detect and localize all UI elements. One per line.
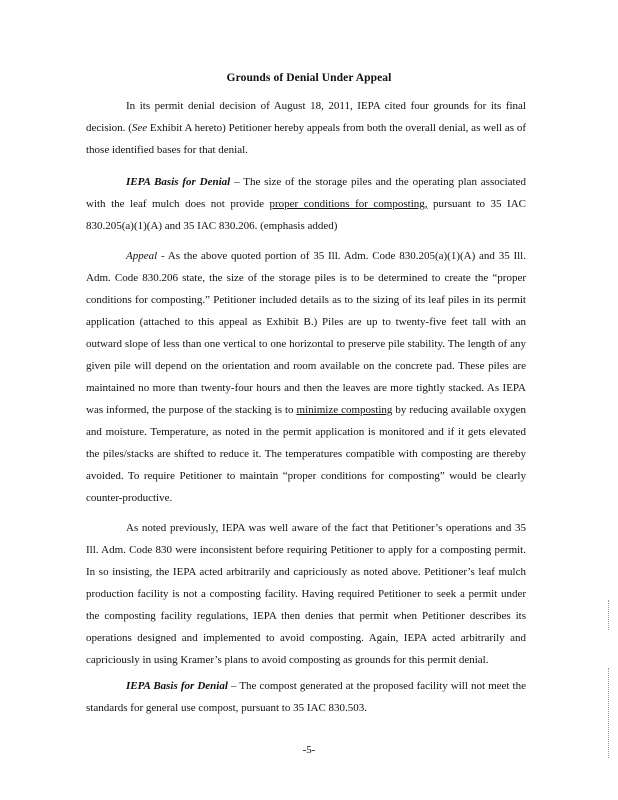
paragraph-intro-text-b: Exhibit A hereto) Petitioner hereby appeals from both the overall denial, as well as of those identified bases for that denial. xyxy=(86,122,526,156)
appeal-text-a: - As the above quoted portion of 35 Ill. Adm. Code 830.205(a)(1)(A) and 35 Ill. Adm. Code 830.206 state, the size of the storage piles is to be determined to create the “proper conditions for composting.” Petitioner included details as to the sizing of its leaf piles in its permit application (attached to this appeal as Exhibit B.) Piles are up to twenty-five feet tall with an outward slope of less than one vertical to one horizontal to preserve pile stability. The length of any given pile will depend on the orientation and room available on the concrete pad. These piles are maintained no more than twenty-four hours and then the leaves are more tightly stacked. As IEPA was informed, the purpose of the stacking is to xyxy=(86,250,526,416)
page-number: -5- xyxy=(302,744,316,756)
paragraph-basis-2 xyxy=(86,675,526,719)
basis-1-text-b: pursuant to 35 IAC 830.205(a)(1)(A) and 35 IAC 830.206. (emphasis added) xyxy=(86,198,527,232)
paragraph-noted-previously: As noted previously, IEPA was well aware of the fact that Petitioner’s operations and 35 Ill. Adm. Code 830 were inconsistent before requiring Petitioner to apply for a composting permit. In so insisting, the IEPA acted arbitrarily and capriciously as noted above. Petitioner’s leaf mulch production facility is not a composting facility. Having required Petitioner to seek a permit under the composting facility regulations, IEPA then denies that permit when Petitioner describes its operations designed and implemented to avoid composting. Again, IEPA acted arbitrarily and capriciously in using Kramer’s plans to avoid composting as grounds for this permit denial. xyxy=(86,522,526,666)
basis-label-1: IEPA Basis for Denial xyxy=(126,176,231,188)
paragraph-intro xyxy=(86,95,526,161)
paragraph-intro-text-a: In its permit denial decision of August 18, 2011, IEPA cited four grounds for its final decision. ( xyxy=(86,100,526,134)
appeal-underlined: minimize composting xyxy=(296,404,393,416)
paragraph-appeal xyxy=(86,245,526,509)
appeal-label: Appeal xyxy=(126,250,158,262)
basis-2-text: – The compost generated at the proposed facility will not meet the standards for general use compost, pursuant to 35 IAC 830.503. xyxy=(86,680,526,714)
margin-scan-mark xyxy=(608,668,610,758)
appeal-text-b: by reducing available oxygen and moisture. Temperature, as noted in the permit application is monitored and if it gets elevated the piles/stacks are shifted to reduce it. The temperatures compatible with composting are thereby avoided. To require Petitioner to maintain “proper conditions for composting” would be clearly counter-productive. xyxy=(86,404,526,504)
page-heading: Grounds of Denial Under Appeal xyxy=(226,72,392,84)
basis-1-text-a: – The size of the storage piles and the operating plan associated with the leaf mulch does not provide xyxy=(86,176,526,210)
paragraph-basis-1 xyxy=(86,171,526,237)
document-body xyxy=(86,95,526,727)
basis-label-2: IEPA Basis for Denial xyxy=(126,680,228,692)
basis-1-underlined: proper conditions for composting, xyxy=(269,198,428,210)
margin-scan-mark xyxy=(608,600,610,630)
see-signal: See xyxy=(131,122,148,134)
